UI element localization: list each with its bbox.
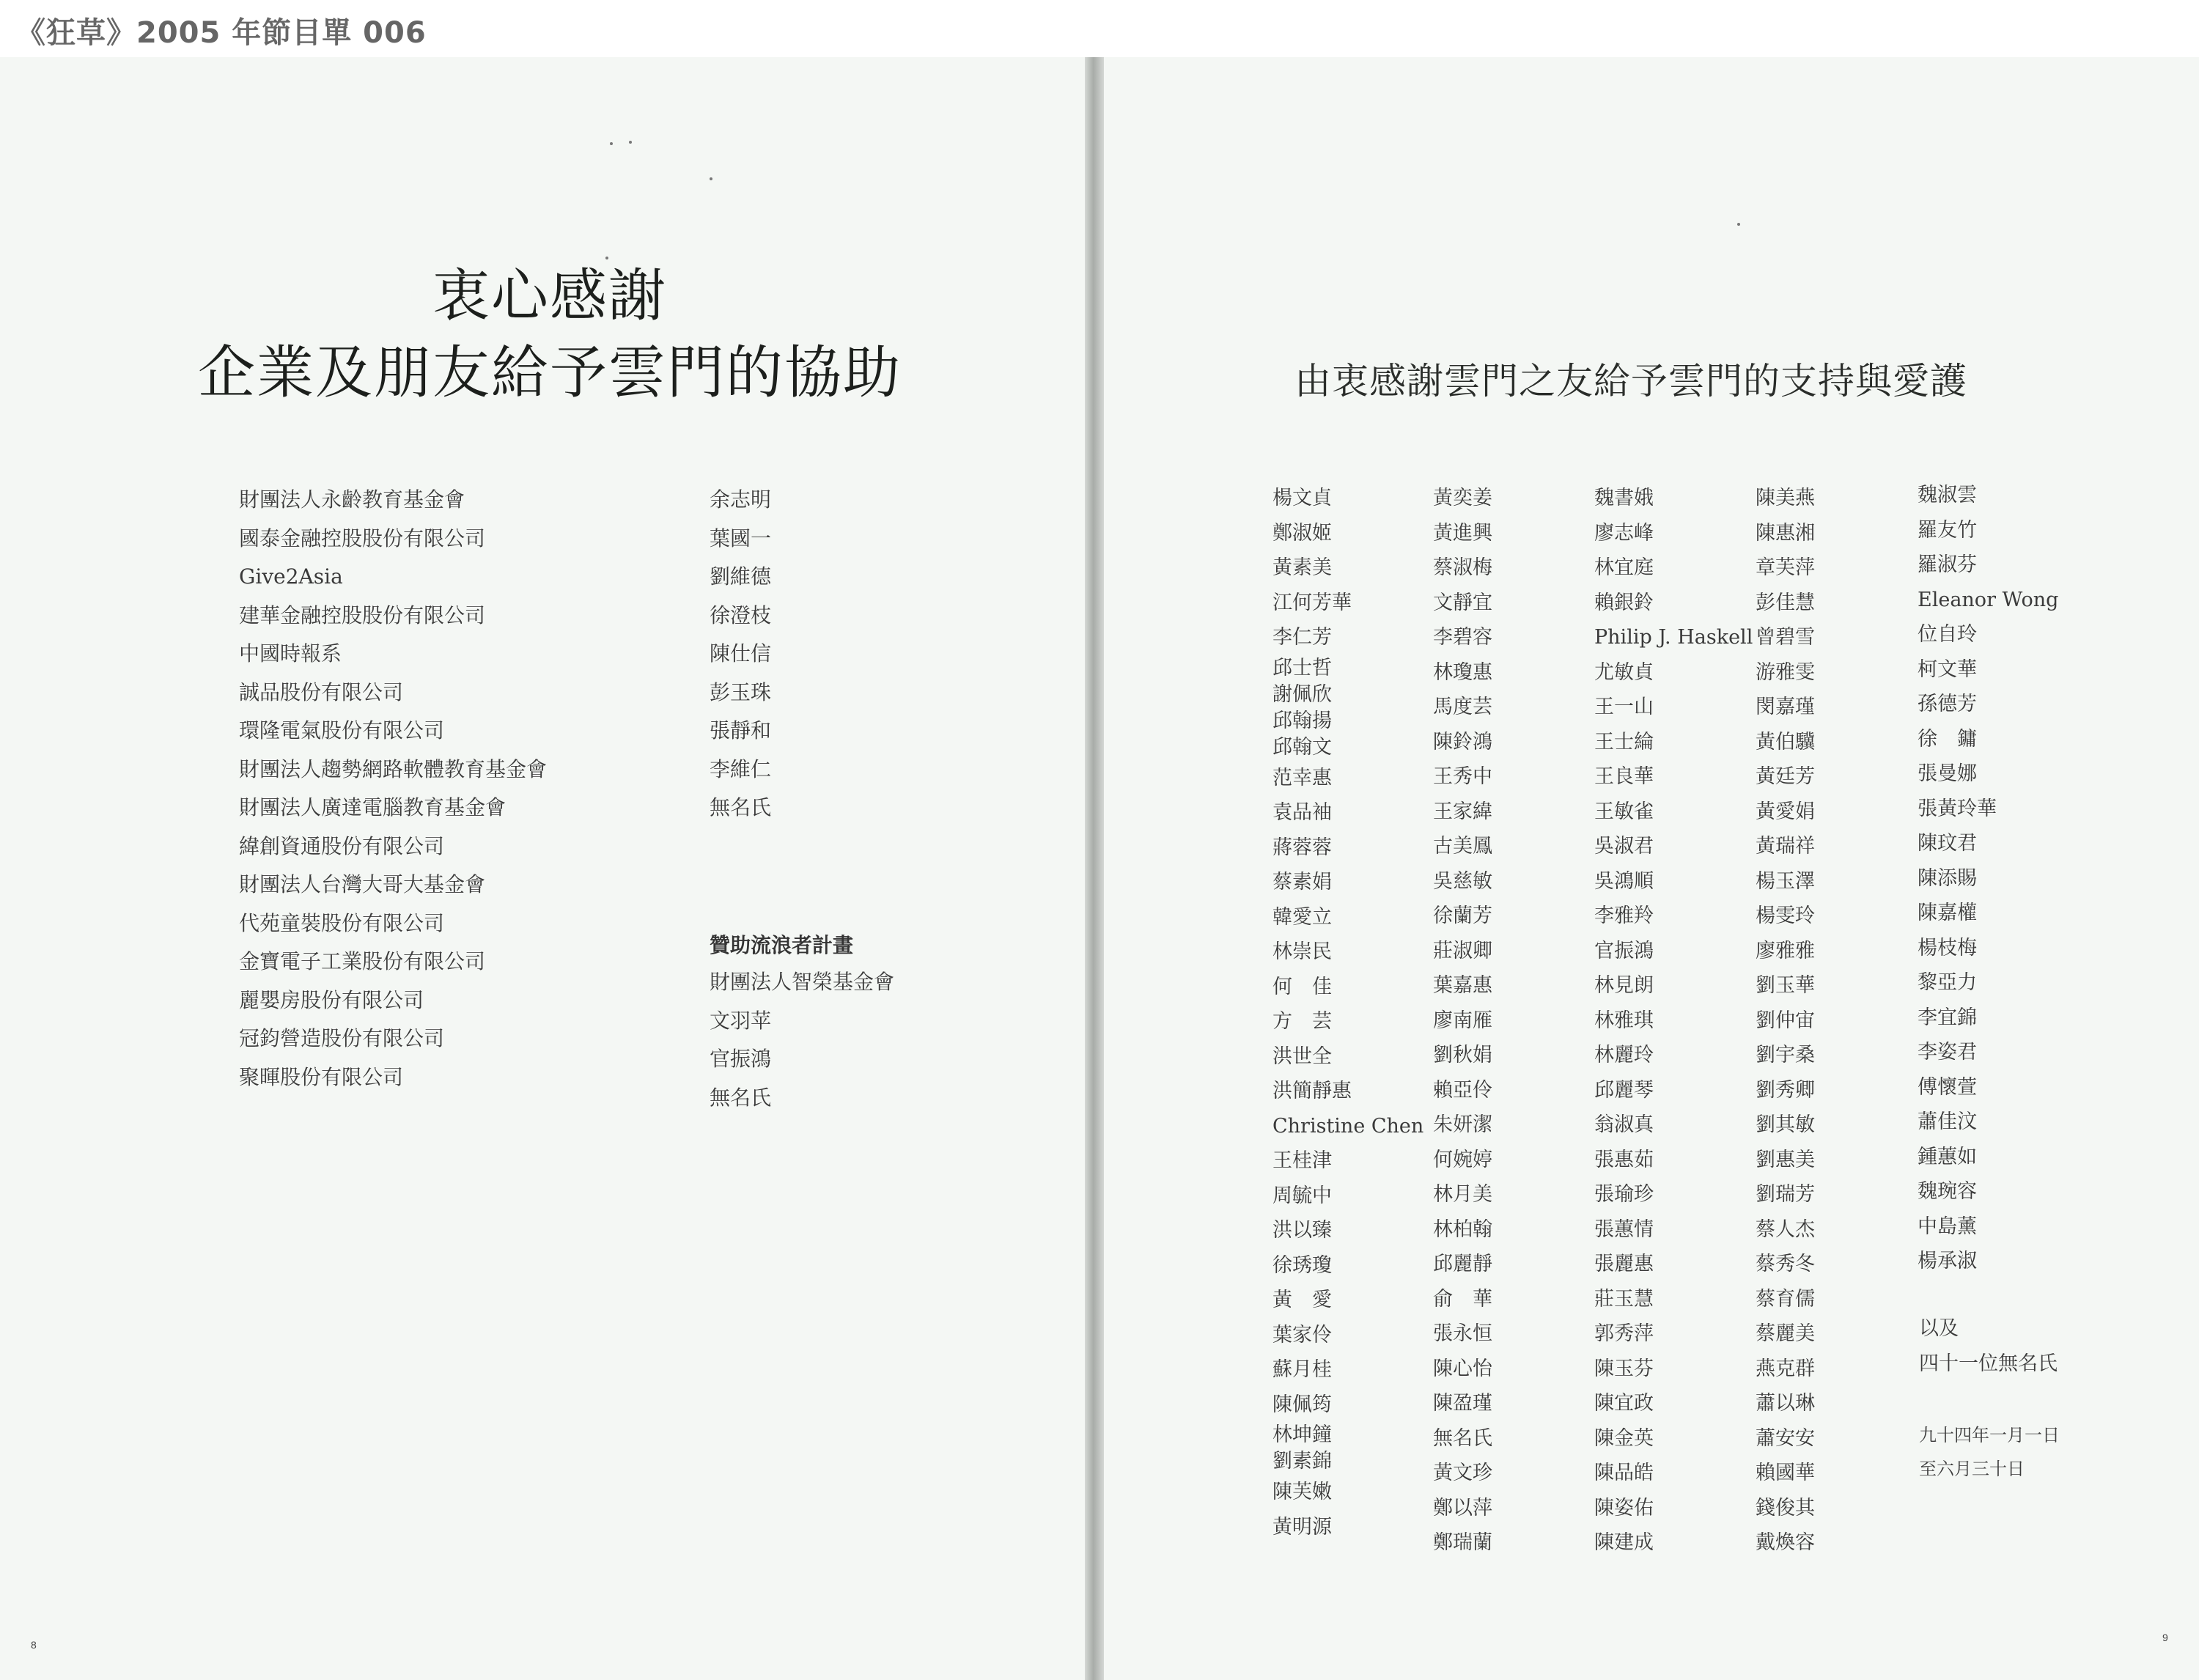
donor-name: 陳品皓 bbox=[1594, 1462, 1654, 1484]
document-caption: 《狂草》2005 年節目單 006 bbox=[16, 16, 427, 50]
company-item: 中國時報系 bbox=[239, 641, 342, 666]
donor-name: 黎亞力 bbox=[1918, 971, 1977, 994]
scan-speck bbox=[710, 177, 712, 180]
donor-name: 楊文貞 bbox=[1272, 487, 1332, 509]
donor-name: 林月美 bbox=[1433, 1183, 1492, 1206]
right-page-number: 9 bbox=[2162, 1632, 2168, 1643]
donor-name: 黃 愛 bbox=[1272, 1289, 1332, 1311]
donor-name: Christine Chen bbox=[1272, 1114, 1424, 1138]
donor-name: 邱士哲 bbox=[1272, 656, 1332, 679]
closing-line-1: 以及 bbox=[1919, 1317, 1959, 1340]
donor-name: 洪世全 bbox=[1272, 1045, 1332, 1068]
donor-column-5 bbox=[1918, 478, 2058, 1279]
company-item: 財團法人趨勢網路軟體教育基金會 bbox=[239, 756, 548, 781]
left-title-line2: 企業及朋友給予雲門的協助 bbox=[197, 340, 902, 406]
donor-name: 柯文華 bbox=[1918, 657, 1977, 681]
donor-name: 蕭佳汶 bbox=[1918, 1110, 1977, 1133]
right-title: 由衷感謝雲門之友給予雲門的支持與愛護 bbox=[1294, 360, 1967, 402]
donor-name: 王良華 bbox=[1594, 765, 1654, 788]
donor-name: 張曼娜 bbox=[1918, 762, 1977, 785]
donor-name: 陳美燕 bbox=[1756, 487, 1815, 509]
company-item: 環隆電氣股份有限公司 bbox=[239, 718, 445, 743]
donor-name: 鄭淑姬 bbox=[1272, 521, 1332, 545]
company-item: Give2Asia bbox=[239, 564, 343, 589]
company-item: 緯創資通股份有限公司 bbox=[239, 833, 445, 858]
company-item: 建華金融控股股份有限公司 bbox=[239, 603, 486, 627]
company-item: 財團法人台灣大哥大基金會 bbox=[239, 872, 486, 896]
donor-name: 鍾蕙如 bbox=[1918, 1145, 1977, 1168]
donor-column-2 bbox=[1433, 481, 1492, 1561]
donor-name: Eleanor Wong bbox=[1918, 588, 2059, 611]
donor-name: 徐 鏞 bbox=[1918, 727, 1977, 751]
donor-name: 陳宜政 bbox=[1594, 1392, 1654, 1415]
donor-name: 鄭瑞蘭 bbox=[1433, 1531, 1492, 1554]
donor-name: 李碧容 bbox=[1433, 626, 1492, 649]
individual-item: 李維仁 bbox=[710, 756, 772, 781]
donor-name: Philip J. Haskell bbox=[1594, 626, 1753, 649]
donor-name: 蔡人杰 bbox=[1756, 1217, 1815, 1241]
donor-name: 燕克群 bbox=[1756, 1357, 1815, 1380]
donor-name: 賴亞伶 bbox=[1433, 1078, 1492, 1102]
scan-speck bbox=[629, 141, 632, 144]
donor-name: 羅友竹 bbox=[1918, 518, 1977, 542]
individual-item: 余志明 bbox=[710, 487, 772, 512]
donor-name: 魏琬容 bbox=[1918, 1180, 1977, 1203]
donor-name: 黃愛娟 bbox=[1756, 800, 1815, 823]
donor-name: 位自玲 bbox=[1918, 623, 1977, 646]
donor-name: 洪簡靜惠 bbox=[1272, 1080, 1352, 1102]
individual-item: 徐澄枝 bbox=[710, 603, 772, 627]
donor-name: 閔嘉瑾 bbox=[1756, 696, 1815, 718]
donor-name: 魏書娥 bbox=[1594, 487, 1654, 509]
donor-name: 張永恒 bbox=[1433, 1322, 1492, 1345]
donor-name: 蕭安安 bbox=[1756, 1426, 1815, 1450]
donor-name: 張蕙情 bbox=[1594, 1217, 1654, 1241]
donor-name: 中島薰 bbox=[1918, 1215, 1977, 1238]
donor-name: 江何芳華 bbox=[1272, 591, 1352, 614]
company-item: 麗嬰房股份有限公司 bbox=[239, 987, 424, 1012]
donor-name: 林見朗 bbox=[1594, 974, 1654, 997]
donor-name: 謝佩欣 bbox=[1272, 682, 1332, 706]
donor-name: 廖南雁 bbox=[1433, 1009, 1492, 1032]
donor-name: 方 芸 bbox=[1272, 1010, 1332, 1033]
donor-name: 劉仲宙 bbox=[1756, 1009, 1815, 1032]
donor-name: 王秀中 bbox=[1433, 765, 1492, 788]
donor-name: 陳添賜 bbox=[1918, 866, 1977, 890]
donor-name: 蔡育儒 bbox=[1756, 1287, 1815, 1311]
donor-name: 文靜宜 bbox=[1433, 591, 1492, 614]
left-title-line1: 衷心感謝 bbox=[432, 263, 667, 329]
donor-name: 張麗惠 bbox=[1594, 1253, 1654, 1275]
donor-name: 楊枝梅 bbox=[1918, 936, 1977, 959]
donor-name: 黃瑞祥 bbox=[1756, 835, 1815, 858]
company-item: 財團法人廣達電腦教育基金會 bbox=[239, 795, 507, 819]
donor-name: 劉惠美 bbox=[1756, 1148, 1815, 1171]
donor-name: 馬度芸 bbox=[1433, 696, 1492, 718]
closing-line-2: 四十一位無名氏 bbox=[1919, 1352, 2058, 1375]
sponsor-item: 財團法人智榮基金會 bbox=[710, 970, 895, 994]
donor-name: 莊玉慧 bbox=[1594, 1287, 1654, 1311]
donor-name: 蔡麗美 bbox=[1756, 1322, 1815, 1345]
donor-name: 范幸惠 bbox=[1272, 766, 1332, 789]
donor-name: 劉其敏 bbox=[1756, 1113, 1815, 1136]
donor-name: 俞 華 bbox=[1433, 1287, 1492, 1311]
donor-name: 邱麗琴 bbox=[1594, 1078, 1654, 1102]
individual-list bbox=[710, 481, 771, 828]
donor-name: 魏淑雲 bbox=[1918, 484, 1977, 506]
individual-item: 張靜和 bbox=[710, 718, 772, 743]
donor-name: 官振鴻 bbox=[1594, 939, 1654, 962]
donor-name: 蘇月桂 bbox=[1272, 1358, 1332, 1381]
donor-name: 吳淑君 bbox=[1594, 835, 1654, 858]
donor-name: 吳鴻順 bbox=[1594, 869, 1654, 893]
sponsor-heading: 贊助流浪者計畫 bbox=[710, 933, 854, 957]
donor-name: 黃明源 bbox=[1272, 1515, 1332, 1539]
donor-name: 陳盈瑾 bbox=[1433, 1392, 1492, 1415]
scan-speck bbox=[1737, 223, 1740, 226]
donor-name: 李仁芳 bbox=[1272, 626, 1332, 649]
individual-item: 無名氏 bbox=[710, 795, 772, 819]
donor-name: 李姿君 bbox=[1918, 1041, 1977, 1064]
donor-name: 劉宇桑 bbox=[1756, 1044, 1815, 1066]
donor-name: 李雅羚 bbox=[1594, 905, 1654, 927]
donor-name: 楊雯玲 bbox=[1756, 905, 1815, 927]
donor-name: 陳芙嫩 bbox=[1272, 1481, 1332, 1503]
donor-column-1 bbox=[1272, 481, 1423, 1544]
donor-name: 葉家伶 bbox=[1272, 1323, 1332, 1346]
donor-name: 王士綸 bbox=[1594, 730, 1654, 754]
sponsor-item: 無名氏 bbox=[710, 1085, 772, 1110]
donor-name: 邱翰文 bbox=[1272, 735, 1332, 759]
donor-name: 廖志峰 bbox=[1594, 521, 1654, 545]
donor-name: 郭秀萍 bbox=[1594, 1322, 1654, 1345]
donor-name: 袁品袖 bbox=[1272, 801, 1332, 824]
donor-name: 劉玉華 bbox=[1756, 974, 1815, 997]
donor-name: 無名氏 bbox=[1433, 1426, 1492, 1450]
donor-name: 彭佳慧 bbox=[1756, 591, 1815, 614]
company-item: 財團法人永齡教育基金會 bbox=[239, 487, 465, 512]
company-item: 代苑童裝股份有限公司 bbox=[239, 910, 445, 935]
company-item: 聚暉股份有限公司 bbox=[239, 1064, 404, 1089]
donor-name: 林柏翰 bbox=[1433, 1217, 1492, 1241]
donor-name: 劉素錦 bbox=[1272, 1450, 1332, 1473]
donor-name: 朱妍潔 bbox=[1433, 1113, 1492, 1136]
sponsor-item: 官振鴻 bbox=[710, 1047, 772, 1071]
donor-name: 陳鈴鴻 bbox=[1433, 730, 1492, 754]
date-line-2: 至六月三十日 bbox=[1919, 1459, 2025, 1479]
donor-name: 陳心怡 bbox=[1433, 1357, 1492, 1380]
donor-name: 王敏雀 bbox=[1594, 800, 1654, 823]
donor-name: 張瑜珍 bbox=[1594, 1183, 1654, 1206]
donor-name: 韓愛立 bbox=[1272, 905, 1332, 929]
donor-name: 蔡秀冬 bbox=[1756, 1253, 1815, 1275]
donor-name: 黃文珍 bbox=[1433, 1462, 1492, 1484]
donor-name: 曾碧雪 bbox=[1756, 626, 1815, 649]
individual-item: 彭玉珠 bbox=[710, 679, 772, 704]
donor-name: 黃素美 bbox=[1272, 556, 1332, 579]
donor-name: 錢俊其 bbox=[1756, 1496, 1815, 1519]
donor-name: 古美鳳 bbox=[1433, 835, 1492, 858]
donor-name: 林瓊惠 bbox=[1433, 660, 1492, 684]
donor-name: 賴國華 bbox=[1756, 1462, 1815, 1484]
donor-name: 陳玉芬 bbox=[1594, 1357, 1654, 1380]
donor-name: 周毓中 bbox=[1272, 1184, 1332, 1207]
donor-name: 鄭以萍 bbox=[1433, 1496, 1492, 1519]
donor-name: 劉瑞芳 bbox=[1756, 1183, 1815, 1206]
donor-name: 尤敏貞 bbox=[1594, 660, 1654, 684]
donor-name: 陳嘉權 bbox=[1918, 902, 1977, 924]
donor-name: 陳惠湘 bbox=[1756, 521, 1815, 545]
donor-name: 蕭以琳 bbox=[1756, 1392, 1815, 1415]
donor-name: 楊玉澤 bbox=[1756, 869, 1815, 893]
donor-name: 廖雅雅 bbox=[1756, 939, 1815, 962]
donor-column-4 bbox=[1756, 481, 1815, 1561]
donor-name: 林麗玲 bbox=[1594, 1044, 1654, 1066]
donor-name: 陳佩筠 bbox=[1272, 1393, 1332, 1416]
donor-name: 蔡素娟 bbox=[1272, 871, 1332, 894]
donor-name: 游雅雯 bbox=[1756, 660, 1815, 684]
donor-name: 黃伯驥 bbox=[1756, 730, 1815, 754]
individual-item: 劉維德 bbox=[710, 564, 772, 589]
donor-name: 陳建成 bbox=[1594, 1531, 1654, 1554]
donor-name: 劉秋娟 bbox=[1433, 1044, 1492, 1066]
donor-name: 林崇民 bbox=[1272, 940, 1332, 963]
donor-name: 張黃玲華 bbox=[1918, 797, 1997, 820]
donor-name: 章芙萍 bbox=[1756, 556, 1815, 579]
left-page-number: 8 bbox=[31, 1639, 37, 1651]
donor-name: 何婉婷 bbox=[1433, 1148, 1492, 1171]
individual-item: 陳仕信 bbox=[710, 641, 772, 666]
individual-item: 葉國一 bbox=[710, 526, 772, 550]
donor-name: 邱翰揚 bbox=[1272, 709, 1332, 732]
donor-column-3 bbox=[1594, 481, 1753, 1561]
donor-name: 劉秀卿 bbox=[1756, 1078, 1815, 1102]
donor-name: 陳金英 bbox=[1594, 1426, 1654, 1450]
donor-name: 張惠茹 bbox=[1594, 1148, 1654, 1171]
donor-name: 王桂津 bbox=[1272, 1149, 1332, 1172]
company-list bbox=[239, 481, 547, 1097]
donor-name: 楊承淑 bbox=[1918, 1250, 1977, 1272]
donor-name: 林坤鐘 bbox=[1272, 1423, 1332, 1446]
donor-name: 邱麗靜 bbox=[1433, 1253, 1492, 1275]
donor-name: 陳姿佑 bbox=[1594, 1496, 1654, 1519]
donor-name: 徐琇瓊 bbox=[1272, 1253, 1332, 1277]
sponsor-item: 文羽苹 bbox=[710, 1008, 772, 1033]
donor-name: 何 佳 bbox=[1272, 975, 1332, 998]
donor-name: 賴銀鈴 bbox=[1594, 591, 1654, 614]
donor-name: 黃進興 bbox=[1433, 521, 1492, 545]
donor-name: 陳玟君 bbox=[1918, 832, 1977, 855]
donor-name: 葉嘉惠 bbox=[1433, 974, 1492, 997]
donor-name: 莊淑卿 bbox=[1433, 939, 1492, 962]
donor-name: 李宜錦 bbox=[1918, 1006, 1977, 1029]
company-item: 誠品股份有限公司 bbox=[239, 679, 404, 704]
scan-speck bbox=[610, 142, 613, 145]
donor-name: 羅淑芬 bbox=[1918, 553, 1977, 576]
donor-name: 黃奕姜 bbox=[1433, 487, 1492, 509]
date-line-1: 九十四年一月一日 bbox=[1919, 1425, 2060, 1445]
donor-name: 吳慈敏 bbox=[1433, 869, 1492, 893]
company-item: 金寶電子工業股份有限公司 bbox=[239, 949, 486, 973]
sponsor-list bbox=[710, 963, 894, 1117]
donor-name: 徐蘭芳 bbox=[1433, 905, 1492, 927]
company-item: 國泰金融控股股份有限公司 bbox=[239, 526, 486, 550]
donor-name: 戴煥容 bbox=[1756, 1531, 1815, 1554]
donor-name: 蔣蓉蓉 bbox=[1272, 836, 1332, 859]
donor-name: 林雅琪 bbox=[1594, 1009, 1654, 1032]
donor-name: 孫德芳 bbox=[1918, 693, 1977, 715]
donor-name: 黃廷芳 bbox=[1756, 765, 1815, 788]
donor-name: 林宜庭 bbox=[1594, 556, 1654, 579]
donor-name: 王家緯 bbox=[1433, 800, 1492, 823]
donor-name: 洪以臻 bbox=[1272, 1219, 1332, 1242]
donor-name: 王一山 bbox=[1594, 696, 1654, 718]
donor-name: 翁淑真 bbox=[1594, 1113, 1654, 1136]
donor-name: 傅懷萱 bbox=[1918, 1075, 1977, 1099]
company-item: 冠鈞營造股份有限公司 bbox=[239, 1026, 445, 1050]
donor-name: 蔡淑梅 bbox=[1433, 556, 1492, 579]
